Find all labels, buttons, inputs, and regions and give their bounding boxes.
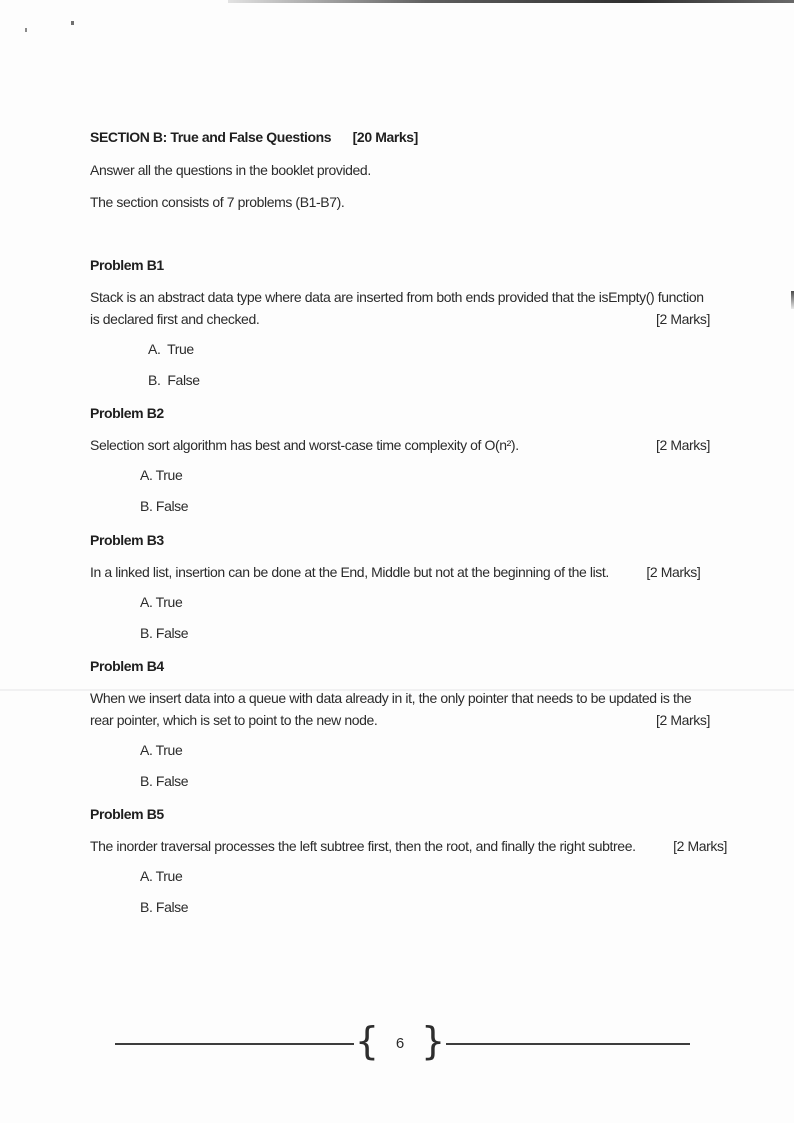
marks-label: [2 Marks]	[646, 564, 701, 580]
option-false: B. False	[148, 372, 200, 388]
instruction-line: Answer all the questions in the booklet provided.	[90, 162, 371, 178]
option-true: A. True	[140, 742, 183, 758]
option-true: A. True	[148, 341, 194, 357]
option-false: B. False	[140, 773, 189, 789]
instruction-line: The section consists of 7 problems (B1-B7).	[90, 194, 345, 210]
marks-label: [2 Marks]	[673, 838, 728, 854]
statement-line: rear pointer, which is set to point to the new node.	[90, 712, 378, 728]
problem-statement	[90, 286, 710, 330]
option-true: A. True	[140, 467, 183, 483]
options-list	[90, 341, 710, 388]
statement-line: Selection sort algorithm has best and worst-case time complexity of O(n²).	[90, 437, 519, 453]
section-marks: [20 Marks]	[352, 129, 418, 145]
options-list	[90, 594, 710, 641]
marks-label: [2 Marks]	[656, 712, 710, 728]
options-list	[90, 868, 710, 915]
problem-title: Problem B1	[90, 257, 164, 273]
scan-edge-artifact	[228, 0, 794, 3]
statement-line	[90, 561, 710, 583]
option-true: A. True	[140, 868, 183, 884]
left-brace-ornament: {	[354, 1019, 379, 1063]
options-list	[90, 742, 710, 789]
scan-speck	[25, 28, 27, 32]
problem-statement	[90, 561, 710, 583]
page-number: 6	[395, 1034, 405, 1052]
statement-line	[90, 835, 728, 857]
option-false: B. False	[140, 899, 189, 915]
problem-statement	[90, 434, 710, 456]
page-number-container	[354, 1019, 446, 1064]
statement-text: The inorder traversal processes the left subtree first, then the root, and finally the right subtree.	[90, 838, 636, 854]
option-false: B. False	[140, 625, 189, 641]
problem-b2	[90, 405, 710, 514]
statement-line: Stack is an abstract data type where data are inserted from both ends provided that the isEmpty() function	[90, 289, 704, 305]
problem-title: Problem B4	[90, 658, 164, 674]
section-header	[90, 129, 418, 145]
problem-title: Problem B5	[90, 806, 164, 822]
statement-line: When we insert data into a queue with data already in it, the only pointer that needs to be updated is the	[90, 690, 692, 706]
statement-text: In a linked list, insertion can be done at the End, Middle but not at the beginning of the list.	[90, 564, 609, 580]
option-true: A. True	[140, 594, 183, 610]
marks-label: [2 Marks]	[656, 437, 710, 453]
problem-b1	[90, 257, 710, 388]
problem-title: Problem B3	[90, 532, 164, 548]
options-list	[90, 467, 710, 514]
problem-b3	[90, 532, 710, 641]
problem-title: Problem B2	[90, 405, 164, 421]
problem-b5	[90, 806, 728, 915]
marks-label: [2 Marks]	[656, 311, 710, 327]
scan-speck	[71, 21, 74, 25]
section-title: SECTION B: True and False Questions	[90, 129, 332, 145]
problem-b4	[90, 658, 710, 789]
right-brace-ornament: }	[421, 1019, 446, 1063]
statement-line: is declared first and checked.	[90, 311, 260, 327]
problem-statement	[90, 687, 710, 731]
option-false: B. False	[140, 498, 189, 514]
problem-statement	[90, 835, 728, 857]
